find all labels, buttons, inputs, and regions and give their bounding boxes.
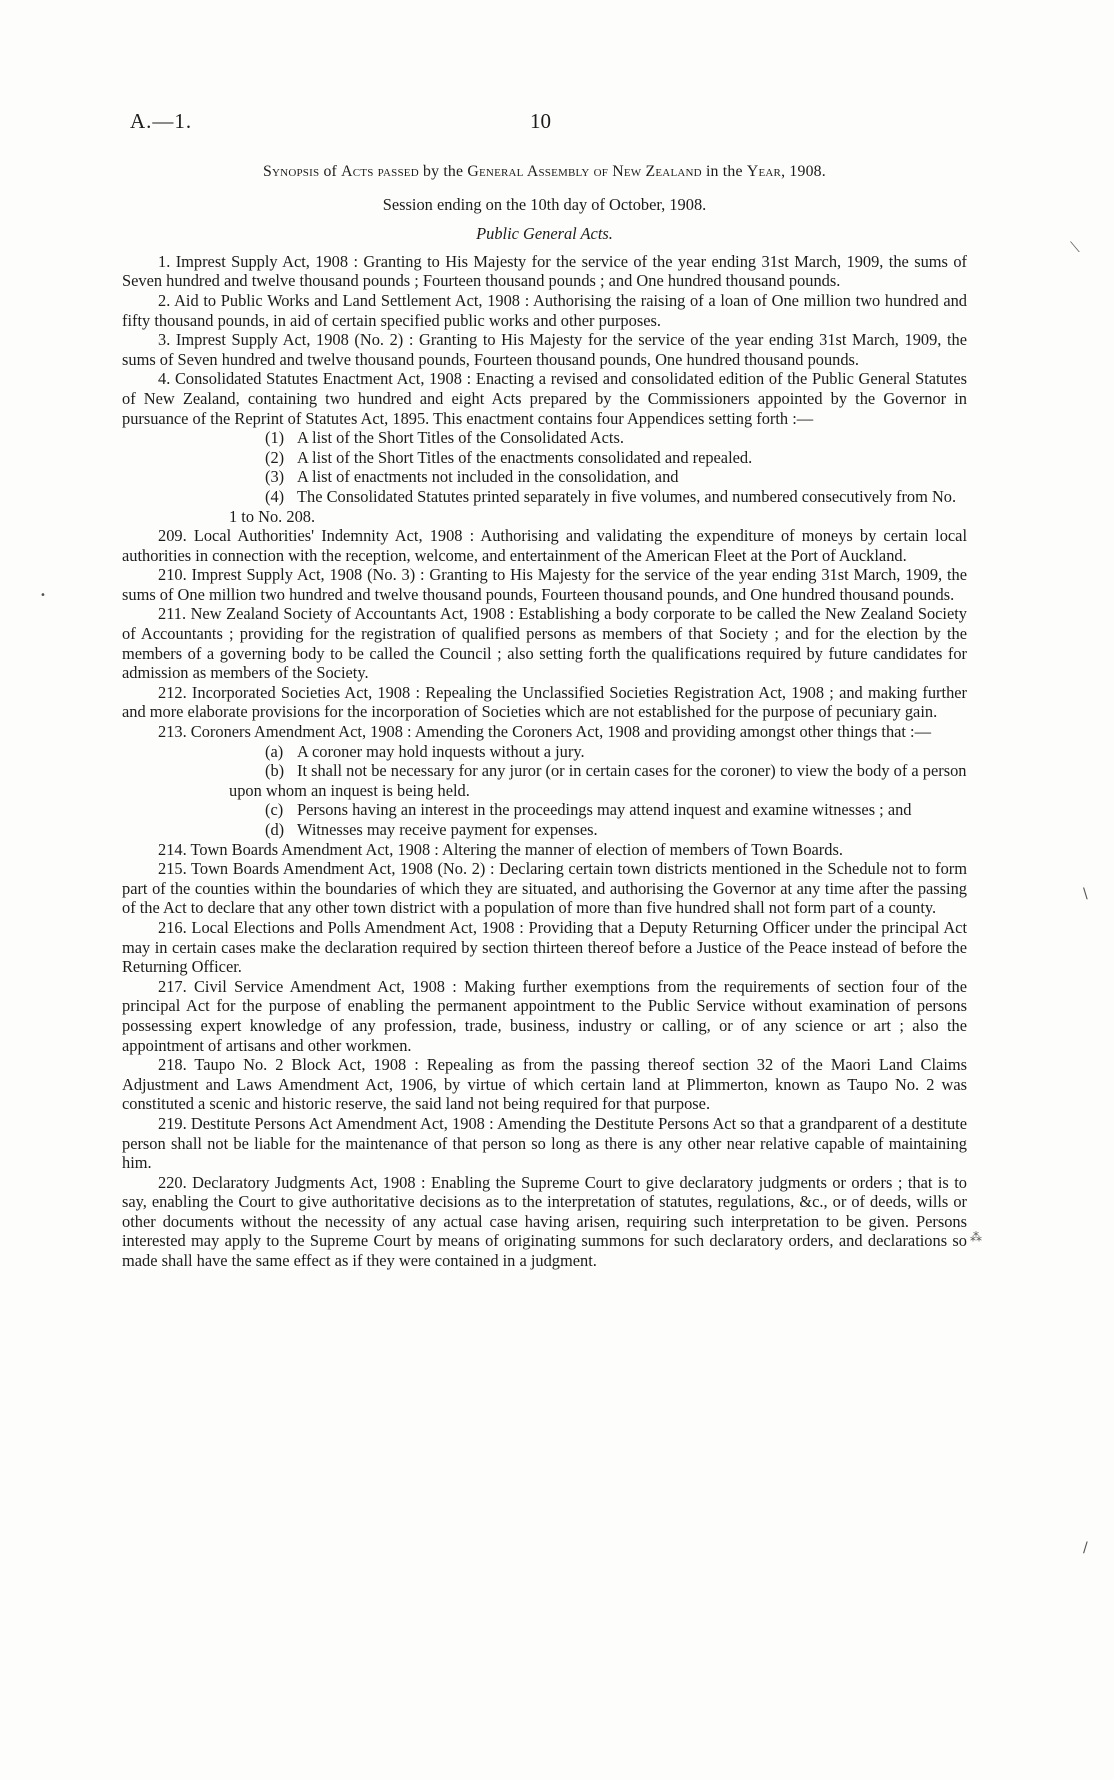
list-item: (a) A coroner may hold inquests without a jury.: [265, 741, 585, 761]
act-text: 218. Taupo No. 2 Block Act, 1908 : Repealing as from the passing thereof section 32 of the Maori Land Claims Adjustment and Laws Amendment Act, 1906, by virtue of which certain land at Plimmerton, known as Taupo No. 2 was constituted a scenic and historic reserve, the said land not being required for that purpose.: [122, 1055, 967, 1114]
act-entry: [122, 1055, 967, 1114]
act-text: 3. Imprest Supply Act, 1908 (No. 2) : Granting to His Majesty for the service of the year ending 31st March, 1909, the sums of Seven hundred and twelve thousand pounds, Fourteen thousand pounds, One hundred thousand pounds.: [122, 330, 967, 369]
list-item: (b) It shall not be necessary for any juror (or in certain cases for the coroner) to view the body of a person upon whom an inquest is being held.: [229, 761, 967, 800]
appendix-list: [122, 428, 967, 526]
act-text: 210. Imprest Supply Act, 1908 (No. 3) : Granting to His Majesty for the service of the year ending 31st March, 1909, the sums of One million two hundred and twelve thousand pounds, Fourteen thousand pounds, and One hundred thousand pounds.: [122, 565, 967, 604]
act-entry: [122, 918, 967, 977]
act-text: 216. Local Elections and Polls Amendment Act, 1908 : Providing that a Deputy Returning Officer under the principal Act may in certain cases make the declaration required by section thirteen thereof before a Justice of the Peace instead of before the Returning Officer.: [122, 917, 967, 977]
act-entry: [122, 683, 967, 722]
list-item: (4) The Consolidated Statutes printed separately in five volumes, and numbered consecutively from No. 1 to No. 208.: [229, 486, 957, 526]
act-entry: [122, 1173, 967, 1271]
list-item: (1) A list of the Short Titles of the Consolidated Acts.: [265, 428, 624, 448]
page-number: 10: [530, 109, 551, 133]
document-reference: A.—1.: [130, 109, 193, 133]
provision-list: [122, 742, 967, 840]
act-text: 4. Consolidated Statutes Enactment Act, 1908 : Enacting a revised and consolidated edition of the Public General Statutes of New Zealand, containing two hundred and eight Acts prepared by the Commissioners appointed by the Governor in pursuance of the Reprint of Statutes Act, 1895. This enactment contains four Appendices setting forth :—: [122, 369, 967, 428]
act-entry: [122, 526, 967, 565]
list-item: (2) A list of the Short Titles of the enactments consolidated and repealed.: [265, 447, 753, 467]
act-text: 220. Declaratory Judgments Act, 1908 : Enabling the Supreme Court to give declaratory judgments or orders ; that is to say, enabling the Court to give authoritative decisions as to the interpretation of statutes, regulations, &c., or of deeds, wills or other documents without the necessity of any actual case having arisen, requiring such interpretation to be given. Persons interested may apply to the Supreme Court by means of originating summons for such declaratory orders, and declarations so made shall have the same effect as if they were contained in a judgment.: [122, 1172, 967, 1271]
scan-mark: ⁂: [970, 1230, 982, 1244]
act-text: 211. New Zealand Society of Accountants Act, 1908 : Establishing a body corporate to be called the New Zealand Society of Accountants ; providing for the registration of qualified persons as members of that Society ; and for the election by the members of a governing body to be called the Council ; also setting forth the qualifications required by future candidates for admission as members of the Society.: [122, 604, 967, 683]
document-title: Synopsis of Acts passed by the General Assembly of New Zealand in the Year, 1908.: [263, 163, 826, 180]
document-body: [122, 162, 967, 1271]
section-heading: Public General Acts.: [476, 224, 613, 244]
act-entry: [122, 565, 967, 604]
act-text: 217. Civil Service Amendment Act, 1908 : Making further exemptions from the requirements of section four of the principal Act for the purpose of enabling the permanent appointment to the Public Service without examination of persons possessing expert knowledge of any profession, trade, business, industry or calling, or of any science or art ; also the appointment of artisans and other workmen.: [122, 976, 967, 1055]
act-text: 2. Aid to Public Works and Land Settlement Act, 1908 : Authorising the raising of a loan of One million two hundred and fifty thousand pounds, in aid of certain specified public works and other purposes.: [122, 290, 967, 330]
act-entry: [122, 977, 967, 1055]
act-entry: [122, 330, 967, 369]
act-text: 219. Destitute Persons Act Amendment Act, 1908 : Amending the Destitute Persons Act so that a grandparent of a destitute person shall not be liable for the maintenance of that person so long as there is any other near relative capable of maintaining him.: [122, 1113, 967, 1173]
act-text: 215. Town Boards Amendment Act, 1908 (No. 2) : Declaring certain town districts mentioned in the Schedule not to form part of the counties within the boundaries of which they are situated, and authorising the Governor at any time after the passing of the Act to declare that any other town district with a population of more than five hundred shall not form part of a county.: [122, 859, 967, 918]
scan-mark: ⟍: [1070, 240, 1080, 256]
act-text: 212. Incorporated Societies Act, 1908 : Repealing the Unclassified Societies Registration Act, 1908 ; and making further and more elaborate provisions for the incorporation of Societies which are not established for the purpose of pecuniary gain.: [122, 682, 967, 722]
act-entry: [122, 252, 967, 291]
act-entry: [122, 291, 967, 330]
act-entry: [122, 840, 967, 860]
act-entry: [122, 722, 967, 840]
act-text: 209. Local Authorities' Indemnity Act, 1908 : Authorising and validating the expenditure of moneys by certain local authorities in connection with the reception, welcome, and entertainment of the American Fleet at the Port of Auckland.: [122, 526, 967, 565]
act-text: 213. Coroners Amendment Act, 1908 : Amending the Coroners Act, 1908 and providing amongst other things that :—: [158, 722, 932, 742]
scan-mark: \: [1083, 886, 1088, 902]
act-text: 1. Imprest Supply Act, 1908 : Granting to His Majesty for the service of the year ending 31st March, 1909, the sums of Seven hundred and twelve thousand pounds ; Fourteen thousand pounds ; and One hundred thousand pounds.: [122, 251, 967, 291]
session-line: Session ending on the 10th day of October, 1908.: [382, 194, 707, 214]
list-item: (c) Persons having an interest in the proceedings may attend inquest and examine witnesses ; and: [265, 800, 912, 820]
act-entry: [122, 859, 967, 918]
list-item: (d) Witnesses may receive payment for expenses.: [265, 820, 598, 839]
scan-mark: /: [1083, 1540, 1088, 1556]
scan-mark: •: [40, 590, 46, 601]
act-entry: [122, 369, 967, 526]
act-entry: [122, 1114, 967, 1173]
act-entry: [122, 604, 967, 682]
act-text: 214. Town Boards Amendment Act, 1908 : Altering the manner of election of members of Town Boards.: [158, 839, 843, 859]
list-item: (3) A list of enactments not included in the consolidation, and: [265, 467, 679, 487]
